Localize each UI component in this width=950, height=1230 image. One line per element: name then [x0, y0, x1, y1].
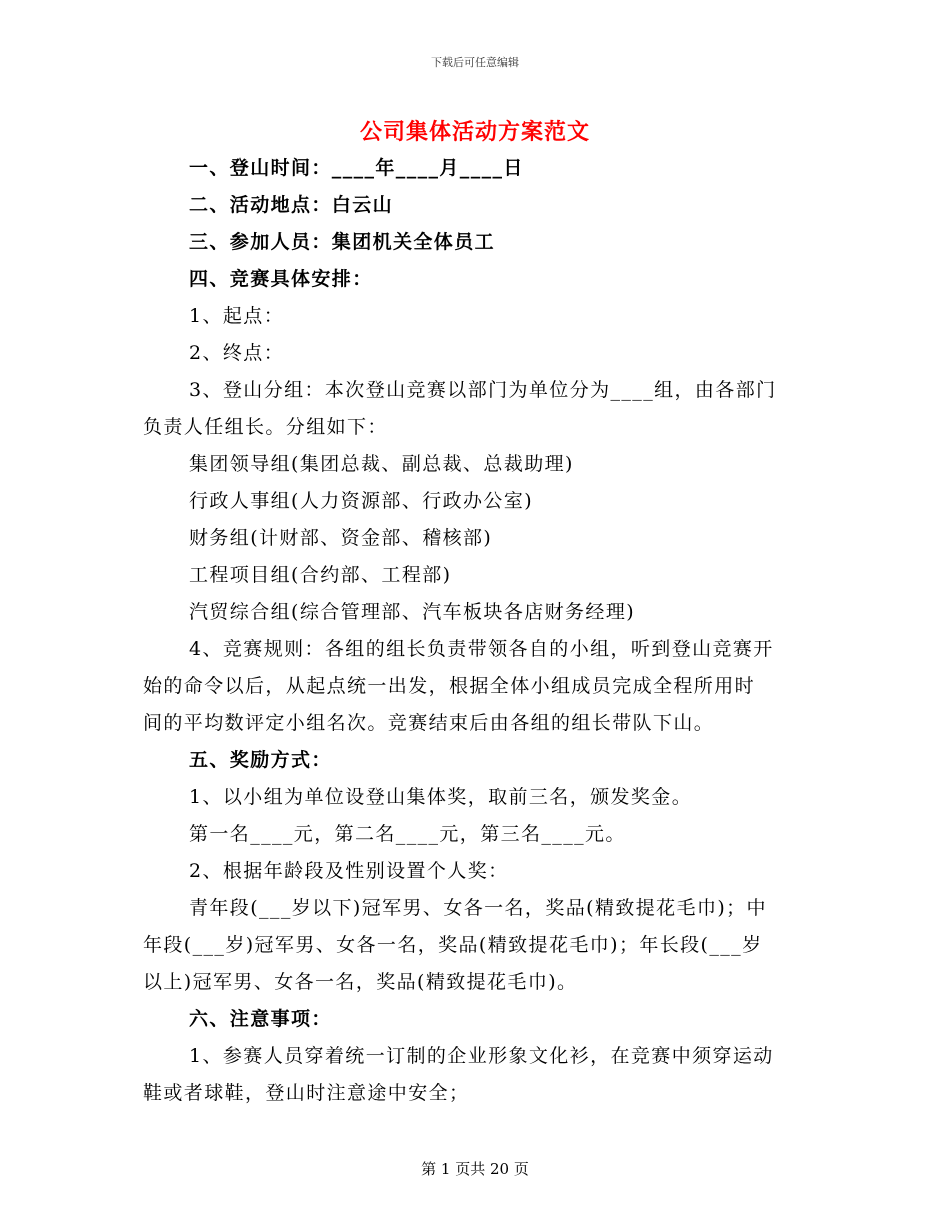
paragraph-line: 间的平均数评定小组名次。竞赛结束后由各组的组长带队下山。 — [143, 712, 715, 734]
paragraph-line: 第一名____元，第二名____元，第三名____元。 — [189, 823, 626, 845]
paragraph-line: 2、终点： — [189, 342, 285, 364]
section-heading: 五、奖励方式： — [189, 749, 332, 771]
paragraph-line: 4、竞赛规则：各组的组长负责带领各自的小组，听到登山竞赛开 — [189, 638, 774, 660]
paragraph-line: 以上)冠军男、女各一名，奖品(精致提花毛巾)。 — [143, 971, 578, 993]
paragraph-line: 负责人任组长。分组如下： — [143, 416, 388, 438]
paragraph-line: 始的命令以后，从起点统一出发，根据全体小组成员完成全程所用时 — [143, 675, 756, 697]
section-heading: 二、活动地点：白云山 — [189, 194, 394, 216]
group-item: 行政人事组(人力资源部、行政办公室) — [189, 490, 534, 512]
group-item: 汽贸综合组(综合管理部、汽车板块各店财务经理) — [189, 601, 636, 623]
paragraph-line: 3、登山分组：本次登山竞赛以部门为单位分为____组，由各部门 — [189, 379, 777, 401]
paragraph-line: 1、以小组为单位设登山集体奖，取前三名，颁发奖金。 — [189, 786, 693, 808]
paragraph-line: 年段(___岁)冠军男、女各一名，奖品(精致提花毛巾)；年长段(___岁 — [143, 934, 763, 956]
paragraph-line: 2、根据年龄段及性别设置个人奖： — [189, 860, 509, 882]
section-heading: 六、注意事项： — [189, 1008, 332, 1030]
paragraph-line: 1、参赛人员穿着统一订制的企业形象文化衫，在竞赛中须穿运动 — [189, 1045, 774, 1067]
header-note: 下载后可任意编辑 — [431, 56, 519, 69]
page-footer: 第 1 页共 20 页 — [421, 1160, 529, 1178]
group-item: 集团领导组(集团总裁、副总裁、总裁助理) — [189, 453, 574, 475]
group-item: 工程项目组(合约部、工程部) — [189, 564, 452, 586]
paragraph-line: 鞋或者球鞋，登山时注意途中安全； — [143, 1082, 470, 1104]
document-body — [143, 150, 807, 1112]
section-heading: 三、参加人员：集团机关全体员工 — [189, 231, 496, 253]
paragraph-line: 1、起点： — [189, 305, 285, 327]
section-heading: 四、竞赛具体安排： — [189, 268, 373, 290]
section-heading: 一、登山时间：____年____月____日 — [189, 157, 524, 179]
document-title: 公司集体活动方案范文 — [359, 119, 590, 145]
paragraph-line: 青年段(___岁以下)冠军男、女各一名，奖品(精致提花毛巾)；中 — [189, 897, 767, 919]
group-item: 财务组(计财部、资金部、稽核部) — [189, 527, 493, 549]
